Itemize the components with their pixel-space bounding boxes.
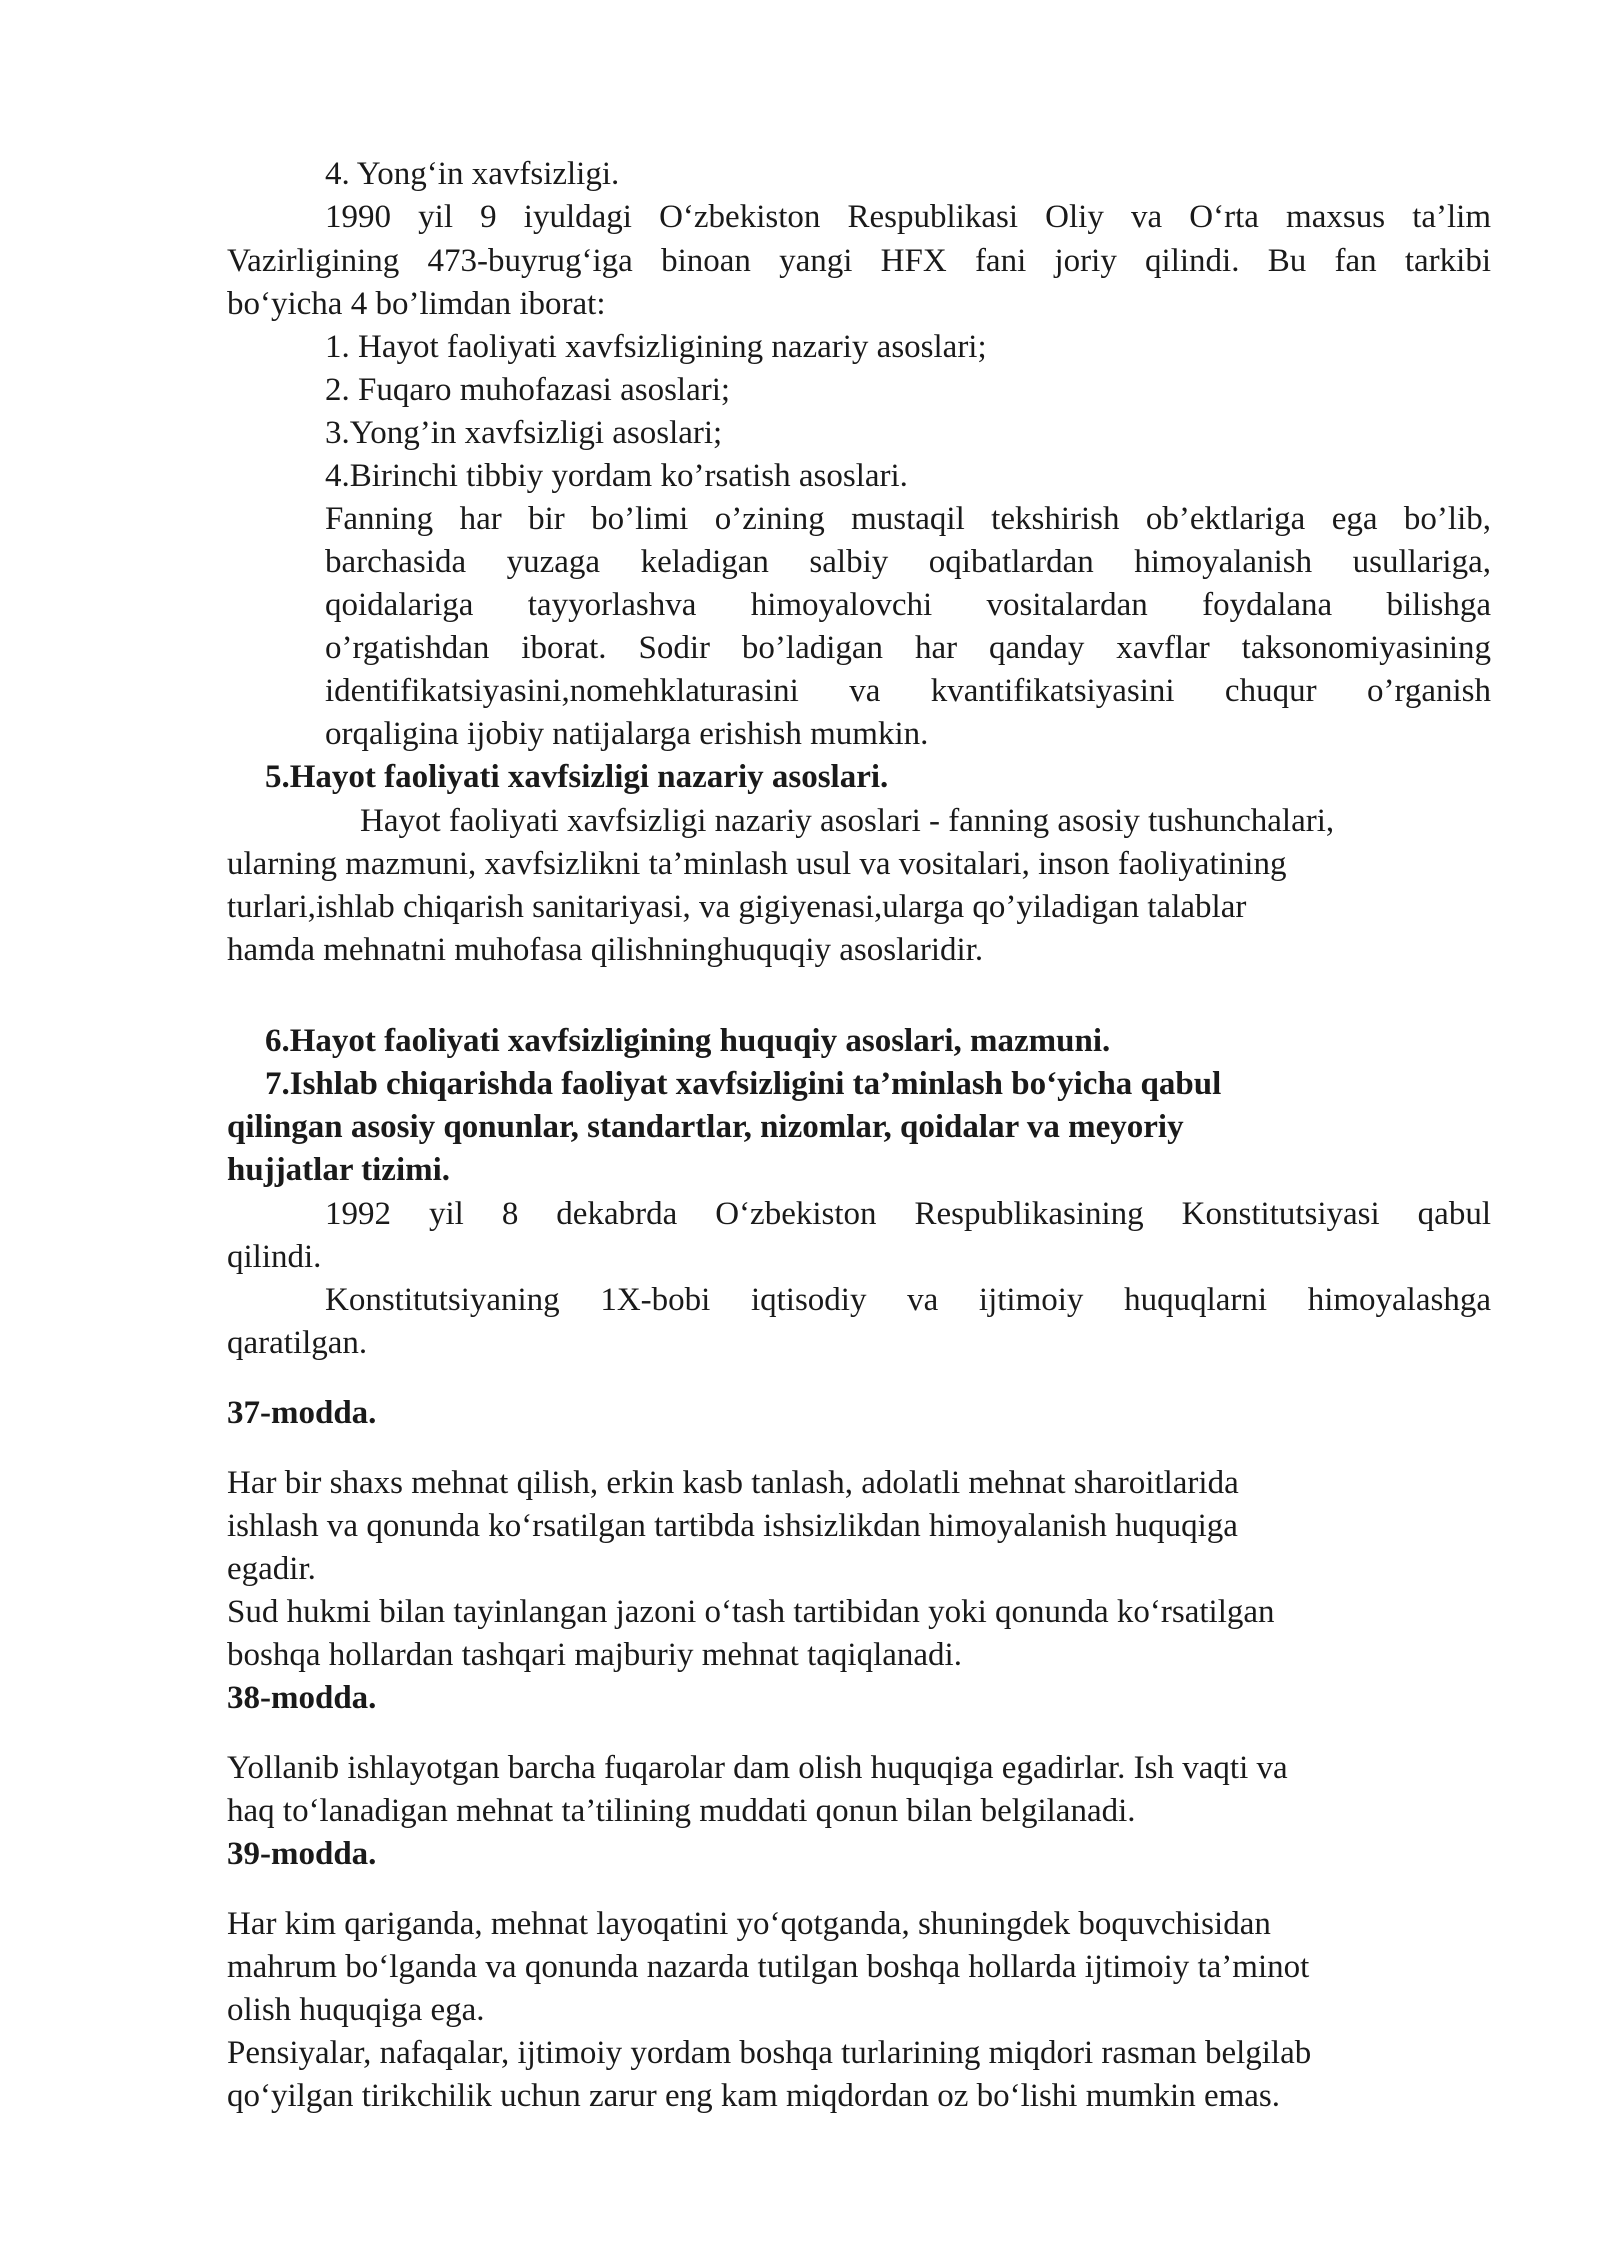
article-heading-38: 38-modda. [227, 1680, 377, 1716]
paragraph-line: qilindi. [227, 1239, 322, 1275]
list-item: 4.Birinchi tibbiy yordam ko’rsatish asoslari. [325, 458, 908, 494]
paragraph-line: mahrum bo‘lganda va qonunda nazarda tutilgan boshqa hollarda ijtimoiy ta’minot [227, 1949, 1310, 1985]
paragraph-line: 1990 yil 9 iyuldagi O‘zbekiston Respublikasi Oliy va O‘rta maxsus ta’lim [325, 199, 1491, 235]
paragraph-line: Fanning har bir bo’limi o’zining mustaqil tekshirish ob’ektlariga ega bo’lib, [325, 501, 1491, 537]
paragraph-line: qaratilgan. [227, 1325, 368, 1361]
section-heading-6: 6.Hayot faoliyati xavfsizligining huquqiy asoslari, mazmuni. [265, 1023, 1111, 1059]
article-heading-37: 37-modda. [227, 1395, 377, 1431]
paragraph-line: Konstitutsiyaning 1X-bobi iqtisodiy va ijtimoiy huquqlarni himoyalashga [325, 1282, 1491, 1318]
list-item: 3.Yong’in xavfsizligi asoslari; [325, 415, 723, 451]
paragraph-line: hamda mehnatni muhofasa qilishninghuquqiy asoslaridir. [227, 932, 984, 968]
paragraph-line: qoidalariga tayyorlashva himoyalovchi vositalardan foydalana bilishga [325, 587, 1491, 623]
section-heading-7-line: qilingan asosiy qonunlar, standartlar, nizomlar, qoidalar va meyoriy [227, 1109, 1184, 1145]
paragraph-line: bo‘yicha 4 bo’limdan iborat: [227, 286, 606, 322]
paragraph-line: orqaligina ijobiy natijalarga erishish mumkin. [325, 716, 929, 752]
list-item: 1. Hayot faoliyati xavfsizligining nazariy asoslari; [325, 329, 987, 365]
paragraph-line: o’rgatishdan iborat. Sodir bo’ladigan har qanday xavflar taksonomiyasining [325, 630, 1491, 666]
paragraph-line: turlari,ishlab chiqarish sanitariyasi, va gigiyenasi,ularga qo’yiladigan talablar [227, 889, 1247, 925]
section-heading-5: 5.Hayot faoliyati xavfsizligi nazariy asoslari. [265, 759, 889, 795]
paragraph-line: Hayot faoliyati xavfsizligi nazariy asoslari - fanning asosiy tushunchalari, [360, 803, 1335, 839]
paragraph-line: Har kim qariganda, mehnat layoqatini yo‘qotganda, shuningdek boquvchisidan [227, 1906, 1271, 1942]
paragraph-line: Vazirligining 473-buyrug‘iga binoan yangi HFX fani joriy qilindi. Bu fan tarkibi [227, 243, 1491, 279]
list-item: 2. Fuqaro muhofazasi asoslari; [325, 372, 731, 408]
paragraph-line: qo‘yilgan tirikchilik uchun zarur eng kam miqdordan oz bo‘lishi mumkin emas. [227, 2078, 1281, 2114]
paragraph-line: ishlash va qonunda ko‘rsatilgan tartibda ishsizlikdan himoyalanish huquqiga [227, 1508, 1238, 1544]
paragraph-line: Pensiyalar, nafaqalar, ijtimoiy yordam boshqa turlarining miqdori rasman belgilab [227, 2035, 1312, 2071]
paragraph-line: Har bir shaxs mehnat qilish, erkin kasb tanlash, adolatli mehnat sharoitlarida [227, 1465, 1239, 1501]
paragraph-line: Yollanib ishlayotgan barcha fuqarolar dam olish huquqiga egadirlar. Ish vaqti va [227, 1750, 1288, 1786]
article-heading-39: 39-modda. [227, 1836, 377, 1872]
paragraph-line: barchasida yuzaga keladigan salbiy oqibatlardan himoyalanish usullariga, [325, 544, 1491, 580]
paragraph-line: egadir. [227, 1551, 316, 1587]
paragraph-line: olish huquqiga ega. [227, 1992, 485, 2028]
section-heading-7: 7.Ishlab chiqarishda faoliyat xavfsizligini ta’minlash bo‘yicha qabul [265, 1066, 1222, 1102]
section-heading-7-line: hujjatlar tizimi. [227, 1152, 451, 1188]
paragraph-line: identifikatsiyasini,nomehklaturasini va kvantifikatsiyasini chuqur o’rganish [325, 673, 1491, 709]
paragraph-line: ularning mazmuni, xavfsizlikni ta’minlash usul va vositalari, inson faoliyatining [227, 846, 1287, 882]
paragraph-line: haq to‘lanadigan mehnat ta’tilining muddati qonun bilan belgilanadi. [227, 1793, 1136, 1829]
paragraph-line: 1992 yil 8 dekabrda O‘zbekiston Respublikasining Konstitutsiyasi qabul [325, 1196, 1491, 1232]
list-item-fire-safety: 4. Yong‘in xavfsizligi. [325, 156, 620, 192]
paragraph-line: boshqa hollardan tashqari majburiy mehnat taqiqlanadi. [227, 1637, 962, 1673]
paragraph-line: Sud hukmi bilan tayinlangan jazoni o‘tash tartibidan yoki qonunda ko‘rsatilgan [227, 1594, 1275, 1630]
